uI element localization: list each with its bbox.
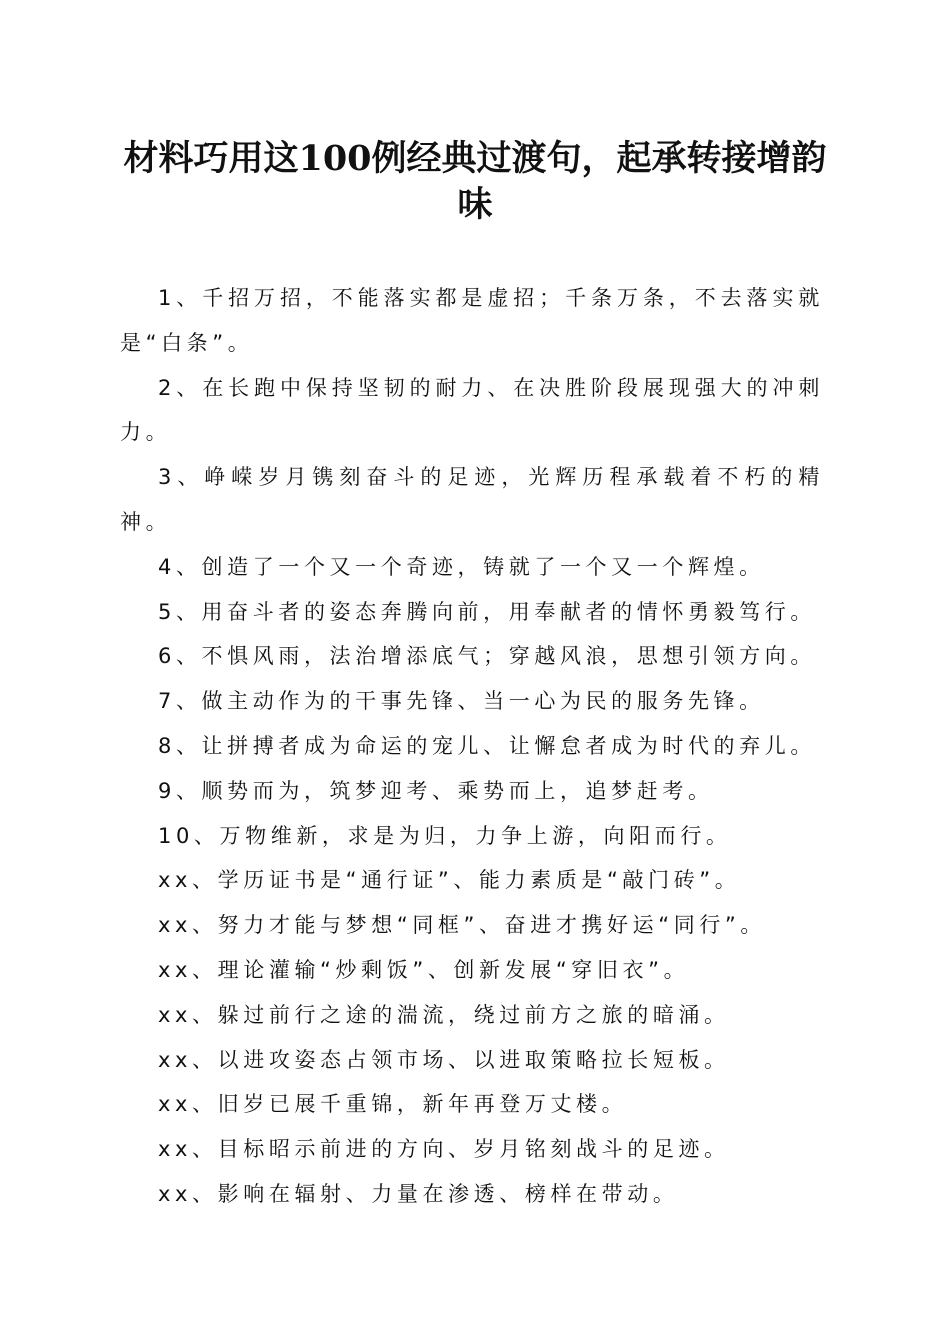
list-item: 4、创造了一个又一个奇迹，铸就了一个又一个辉煌。 — [158, 554, 765, 579]
list-item: 5、用奋斗者的姿态奔腾向前，用奉献者的情怀勇毅笃行。 — [158, 599, 816, 624]
document-body — [120, 276, 824, 1217]
list-item: 9、顺势而为，筑梦迎考、乘势而上，追梦赶考。 — [158, 778, 714, 803]
list-item: 10、万物维新，求是为归，力争上游，向阳而行。 — [158, 823, 732, 848]
list-item: 1、千招万招，不能落实都是虚招；千条万条，不去落实就是“白条”。 — [120, 286, 824, 355]
list-item: xx、目标昭示前进的方向、岁月铭刻战斗的足迹。 — [158, 1137, 730, 1162]
list-item: 7、做主动作为的干事先锋、当一心为民的服务先锋。 — [158, 689, 765, 714]
list-item: 6、不惧风雨，法治增添底气；穿越风浪，思想引领方向。 — [158, 644, 816, 669]
list-item: xx、学历证书是“通行证”、能力素质是“敲门砖”。 — [158, 868, 741, 893]
list-item: xx、以进攻姿态占领市场、以进取策略拉长短板。 — [158, 1047, 730, 1072]
list-item: xx、旧岁已展千重锦，新年再登万丈楼。 — [158, 1092, 628, 1117]
list-item: xx、努力才能与梦想“同框”、奋进才携好运“同行”。 — [158, 913, 766, 938]
list-item: 8、让拼搏者成为命运的宠儿、让懈怠者成为时代的弃儿。 — [158, 733, 816, 758]
list-item: xx、躲过前行之途的湍流，绕过前方之旅的暗涌。 — [158, 1002, 730, 1027]
list-item: 3、峥嵘岁月镌刻奋斗的足迹，光辉历程承载着不朽的精神。 — [120, 465, 824, 534]
list-item: 2、在长跑中保持坚韧的耐力、在决胜阶段展现强大的冲刺力。 — [120, 375, 824, 445]
document-title: 材料巧用这100例经典过渡句，起承转接增韵味 — [123, 138, 827, 225]
list-item: xx、影响在辐射、力量在渗透、榜样在带动。 — [158, 1181, 679, 1206]
list-item: xx、理论灌输“炒剩饭”、创新发展“穿旧衣”。 — [158, 957, 690, 982]
